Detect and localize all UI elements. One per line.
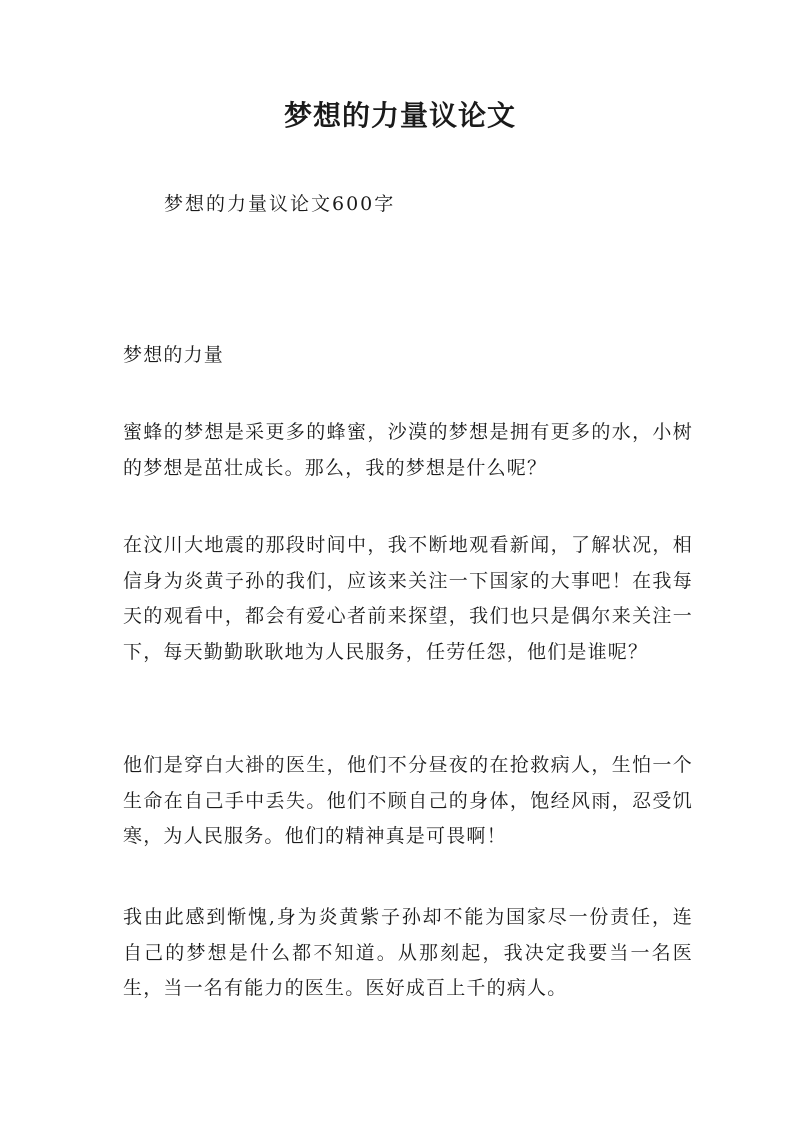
document-title: 梦想的力量议论文 xyxy=(283,99,516,132)
paragraph: 我由此感到惭愧,身为炎黄紫子孙却不能为国家尽一份责任，连自己的梦想是什么都不知道。从那刻起，我决定我要当一名医生，当一名有能力的医生。医好成百上千的病人。 xyxy=(123,906,693,999)
document-subtitle: 梦想的力量议论文600字 xyxy=(164,193,396,215)
paragraph: 在汶川大地震的那段时间中，我不断地观看新闻，了解状况，相信身为炎黄子孙的我们，应该来关注一下国家的大事吧！在我每天的观看中，都会有爱心者前来探望，我们也只是偶尔来关注一下，每天勤勤耿耿地为人民服务，任劳任怨，他们是谁呢？ xyxy=(123,534,693,663)
section-heading: 梦想的力量 xyxy=(123,344,225,366)
paragraph: 他们是穿白大褂的医生，他们不分昼夜的在抢救病人，生怕一个生命在自己手中丢失。他们不顾自己的身体，饱经风雨，忍受饥寒，为人民服务。他们的精神真是可畏啊！ xyxy=(123,754,693,847)
paragraph: 蜜蜂的梦想是采更多的蜂蜜，沙漠的梦想是拥有更多的水，小树的梦想是茁壮成长。那么，我的梦想是什么呢？ xyxy=(123,421,693,479)
